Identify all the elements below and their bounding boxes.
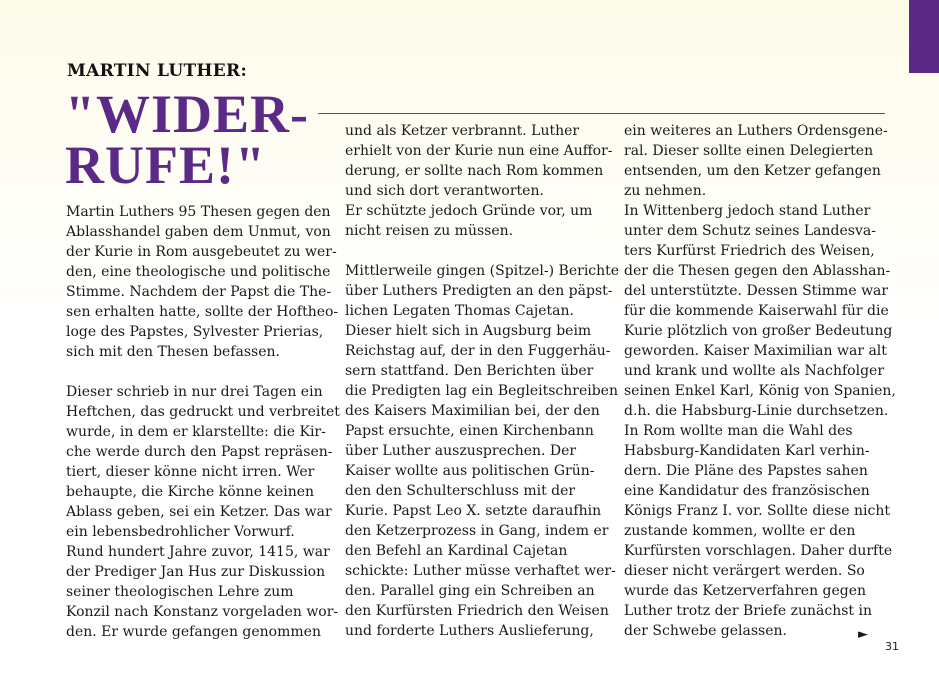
text-line: entsenden, um den Ketzer gefangen	[624, 163, 881, 179]
text-line: tiert, dieser könne nicht irren. Wer	[66, 464, 315, 480]
text-column-1	[66, 202, 340, 642]
text-line: zustande kommen, wollte er den	[624, 523, 856, 539]
headline	[65, 84, 309, 195]
text-line: den Kurfürsten Friedrich den Weisen	[345, 603, 609, 619]
text-line: und forderte Luthers Auslieferung,	[345, 623, 594, 639]
text-line: Mittlerweile gingen (Spitzel-) Berichte	[345, 263, 620, 279]
text-line: Königs Franz I. vor. Sollte diese nicht	[624, 503, 890, 519]
text-line: über Luther auszusprechen. Der	[345, 443, 577, 459]
text-line: sich mit den Thesen befassen.	[66, 344, 280, 360]
text-line: über Luthers Predigten an den päpst-	[345, 283, 613, 299]
text-line: nicht reisen zu müssen.	[345, 223, 514, 239]
text-line: Kurie. Papst Leo X. setzte daraufhin	[345, 503, 602, 519]
text-line: Ablass geben, sei ein Ketzer. Das war	[66, 504, 332, 520]
text-line: zu nehmen.	[624, 183, 707, 199]
text-line: lichen Legaten Thomas Cajetan.	[345, 303, 574, 319]
text-line: eine Kandidatur des französischen	[624, 483, 870, 499]
text-line: dieser nicht verärgert werden. So	[624, 563, 865, 579]
text-line: und als Ketzer verbrannt. Luther	[345, 123, 580, 139]
text-line: der Schwebe gelassen.	[624, 623, 787, 639]
text-line: Habsburg-Kandidaten Karl verhin-	[624, 443, 870, 459]
text-line: Rund hundert Jahre zuvor, 1415, war	[66, 544, 330, 560]
text-line: d.h. die Habsburg-Linie durchsetzen.	[624, 403, 889, 419]
text-line: Reichstag auf, der in den Fuggerhäu-	[345, 343, 611, 359]
text-line: den Ketzerprozess in Gang, indem er	[345, 523, 609, 539]
text-line: Dieser schrieb in nur drei Tagen ein	[66, 384, 323, 400]
text-line: und krank und wollte als Nachfolger	[624, 363, 885, 379]
text-line: den, eine theologische und politische	[66, 264, 331, 280]
text-line: ral. Dieser sollte einen Delegierten	[624, 143, 874, 159]
text-line: sen erhalten hatte, sollte der Hoftheo-	[66, 304, 339, 320]
text-line: sern stattfand. Den Berichten über	[345, 363, 594, 379]
chapter-tab	[909, 0, 939, 73]
text-line: Luther trotz der Briefe zunächst in	[624, 603, 873, 619]
headline-line-1: "WIDER-	[65, 84, 309, 144]
text-line: ters Kurfürst Friedrich des Weisen,	[624, 243, 875, 259]
text-line: In Rom wollte man die Wahl des	[624, 423, 853, 439]
text-line: seinen Enkel Karl, König von Spanien,	[624, 383, 896, 399]
text-line: Heftchen, das gedruckt und verbreitet	[66, 404, 340, 420]
text-line: derung, er sollte nach Rom kommen	[345, 163, 604, 179]
text-line: ein weiteres an Luthers Ordensgene-	[624, 123, 888, 139]
text-line: erhielt von der Kurie nun eine Auffor-	[345, 143, 613, 159]
text-line: Martin Luthers 95 Thesen gegen den	[66, 204, 331, 220]
text-line: Dieser hielt sich in Augsburg beim	[345, 323, 592, 339]
text-line: den. Er wurde gefangen genommen	[66, 624, 321, 640]
text-column-3	[624, 121, 896, 641]
text-column-2	[345, 121, 620, 641]
text-line: Er schützte jedoch Gründe vor, um	[345, 203, 593, 219]
text-line: dern. Die Pläne des Papstes sahen	[624, 463, 868, 479]
text-line: des Kaisers Maximilian bei, der den	[345, 403, 600, 419]
text-line: und sich dort verantworten.	[345, 183, 544, 199]
text-line: schickte: Luther müsse verhaftet wer-	[345, 563, 616, 579]
page-number: 31	[885, 640, 899, 653]
text-line: wurde das Ketzerverfahren gegen	[624, 583, 867, 599]
text-line: Kurfürsten vorschlagen. Daher durfte	[624, 543, 893, 559]
text-line: Stimme. Nachdem der Papst die The-	[66, 284, 332, 300]
text-line: der Prediger Jan Hus zur Diskussion	[66, 564, 326, 580]
text-line: Ablasshandel gaben dem Unmut, von	[66, 224, 331, 240]
text-line: Kaiser wollte aus politischen Grün-	[345, 463, 595, 479]
text-line: seiner theologischen Lehre zum	[66, 584, 294, 600]
text-line: del unterstützte. Dessen Stimme war	[624, 283, 889, 299]
kicker: MARTIN LUTHER:	[67, 61, 248, 81]
text-line: Konzil nach Konstanz vorgeladen wor-	[66, 604, 339, 620]
text-line: geworden. Kaiser Maximilian war alt	[624, 343, 887, 359]
text-line: unter dem Schutz seines Landesva-	[624, 223, 876, 239]
text-line: der Kurie in Rom ausgebeutet zu wer-	[66, 244, 337, 260]
text-line: den den Schulterschluss mit der	[345, 483, 576, 499]
text-line: der die Thesen gegen den Ablasshan-	[624, 263, 891, 279]
text-line: für die kommende Kaiserwahl für die	[624, 303, 889, 319]
text-line: den. Parallel ging ein Schreiben an	[345, 583, 595, 599]
text-line: behaupte, die Kirche könne keinen	[66, 484, 315, 500]
text-line: Papst ersuchte, einen Kirchenbann	[345, 423, 594, 439]
header-rule	[318, 113, 885, 114]
text-line: Kurie plötzlich von großer Bedeutung	[624, 323, 893, 339]
text-line: ein lebensbedrohlicher Vorwurf.	[66, 524, 295, 540]
text-line: che werde durch den Papst repräsen-	[66, 444, 333, 460]
text-line: die Predigten lag ein Begleitschreiben	[345, 383, 618, 399]
headline-line-2: RUFE!"	[65, 135, 266, 195]
text-line: wurde, in dem er klarstellte: die Kir-	[66, 424, 326, 440]
text-line: loge des Papstes, Sylvester Prierias,	[66, 324, 324, 340]
continue-arrow-icon: ►	[858, 627, 868, 642]
text-line: In Wittenberg jedoch stand Luther	[624, 203, 871, 219]
text-line: den Befehl an Kardinal Cajetan	[345, 543, 568, 559]
